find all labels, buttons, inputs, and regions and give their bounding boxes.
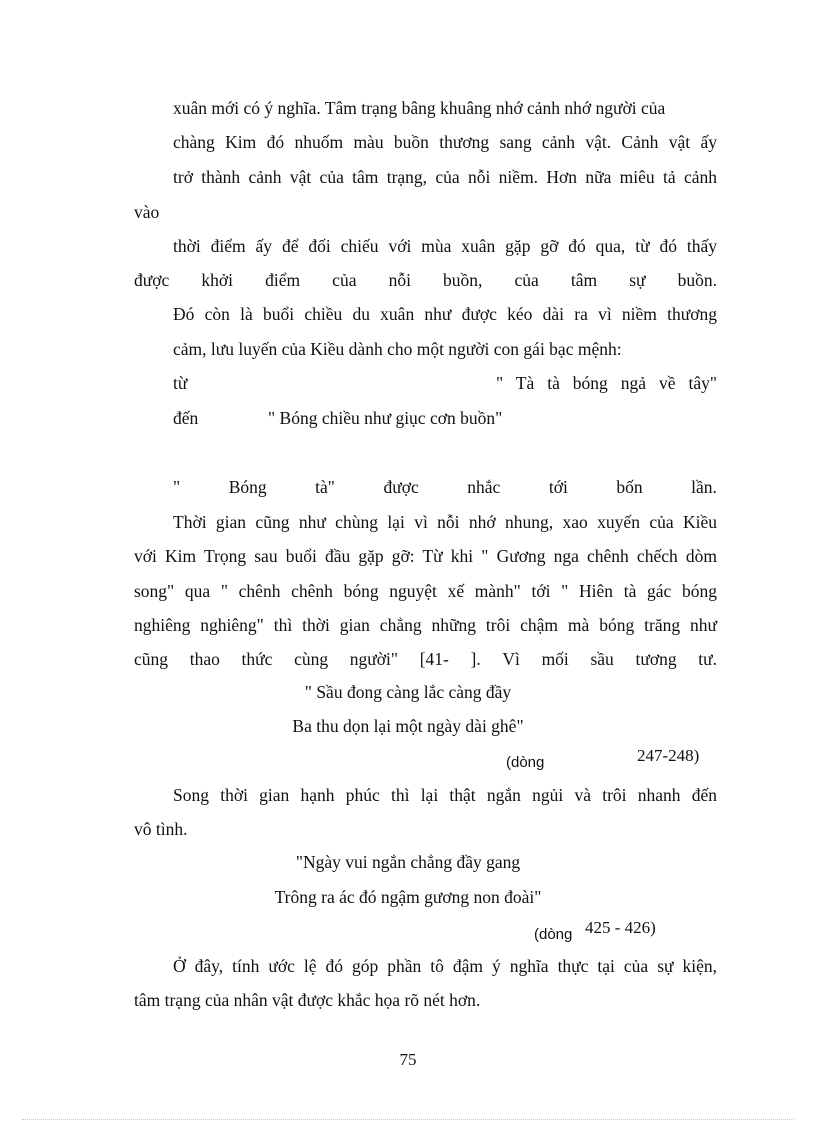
text-line-5: thời điểm ấy để đối chiếu với mùa xuân gặp gỡ đó qua, từ đó thấy xyxy=(173,236,717,256)
word: ]. xyxy=(470,649,481,669)
word: tới xyxy=(548,477,568,497)
text-line-24: tâm trạng của nhân vật được khắc họa rõ nét hơn. xyxy=(134,990,481,1010)
text-line-20: vô tình. xyxy=(134,819,188,839)
word: thao xyxy=(189,649,220,669)
text-line-15: nghiêng nghiêng" thì thời gian chẳng những trôi chậm mà bóng trăng như xyxy=(134,615,717,635)
page-number: 75 xyxy=(399,1050,417,1069)
line-reference-2-numbers: 425 - 426) xyxy=(585,918,656,937)
word: Bóng xyxy=(228,477,267,497)
line-reference-1-label: (dòng xyxy=(506,754,545,771)
text-line-13: với Kim Trọng sau buổi đầu gặp gỡ: Từ khi " Gương nga chênh chếch dòm xyxy=(134,546,717,566)
poem-line-4: Trông ra ác đó ngậm gương non đoài" xyxy=(274,887,542,907)
word: nhắc xyxy=(467,477,501,497)
poem-line-3: "Ngày vui ngắn chẳng đầy gang xyxy=(295,852,521,872)
word: của xyxy=(514,270,539,290)
word: buồn, xyxy=(443,270,483,290)
word: điểm xyxy=(265,270,301,290)
text-line-6 xyxy=(134,269,717,291)
word: sầu xyxy=(590,649,614,669)
text-line-8: cảm, lưu luyến của Kiều dành cho một người con gái bạc mệnh: xyxy=(173,339,622,359)
text-line-1-content: xuân mới có ý nghĩa. Tâm trạng bâng khuâng nhớ cảnh nhớ người của xyxy=(173,98,666,118)
text-line-3: trở thành cảnh vật của tâm trạng, của nỗi niềm. Hơn nữa miêu tả cảnh xyxy=(173,167,717,187)
word: tà" xyxy=(315,477,335,497)
word: mối xyxy=(541,649,569,669)
word: của xyxy=(332,270,357,290)
word: lần. xyxy=(691,477,717,497)
text-line-16 xyxy=(134,648,717,670)
text-line-11 xyxy=(173,476,717,498)
word: tương xyxy=(635,649,677,669)
text-line-19: Song thời gian hạnh phúc thì lại thật ngắn ngủi và trôi nhanh đến xyxy=(173,785,717,805)
text-line-23: Ở đây, tính ước lệ đó góp phần tô đậm ý nghĩa thực tại của sự kiện, xyxy=(173,956,717,976)
word: nỗi xyxy=(388,270,411,290)
line-reference-2-label: (dòng xyxy=(534,926,573,943)
text-line-2: chàng Kim đó nhuốm màu buồn thương sang cảnh vật. Cảnh vật ấy xyxy=(173,132,717,152)
poem-line-1: " Sầu đong càng lắc càng đầy xyxy=(304,682,512,702)
word: buồn. xyxy=(677,270,717,290)
word: khởi xyxy=(201,270,233,290)
text-line-9-word: từ xyxy=(173,373,188,393)
word: người" xyxy=(349,649,399,669)
text-line-7: Đó còn là buổi chiều du xuân như được kéo dài ra vì niềm thương xyxy=(173,304,717,324)
poem-line-2: Ba thu dọn lại một ngày dài ghê" xyxy=(292,716,524,736)
word: được xyxy=(383,477,419,497)
word: thức xyxy=(241,649,273,669)
word: " xyxy=(173,477,181,497)
word: [41- xyxy=(419,649,449,669)
word: cũng xyxy=(134,649,169,669)
word: tư. xyxy=(698,649,717,669)
word: bốn xyxy=(616,477,643,497)
word: được xyxy=(134,270,170,290)
line-reference-1-numbers: 247-248) xyxy=(637,746,700,765)
text-line-12: Thời gian cũng như chùng lại vì nỗi nhớ nhung, xao xuyến của Kiều xyxy=(173,512,717,532)
word: sự xyxy=(629,270,646,290)
word: Vì xyxy=(502,649,520,669)
text-line-4: vào xyxy=(134,202,160,222)
page-border-divider xyxy=(22,1119,794,1120)
word: cùng xyxy=(294,649,329,669)
poem-quote-1: " Tà tà bóng ngả về tây" xyxy=(496,373,717,393)
text-line-14: song" qua " chênh chênh bóng nguyệt xế mành" tới " Hiên tà gác bóng xyxy=(134,581,717,601)
poem-quote-2: " Bóng chiều như giục cơn buồn" xyxy=(268,408,503,428)
text-line-10-word: đến xyxy=(173,408,199,428)
word: tâm xyxy=(570,270,598,290)
text-line-1 xyxy=(173,97,717,119)
